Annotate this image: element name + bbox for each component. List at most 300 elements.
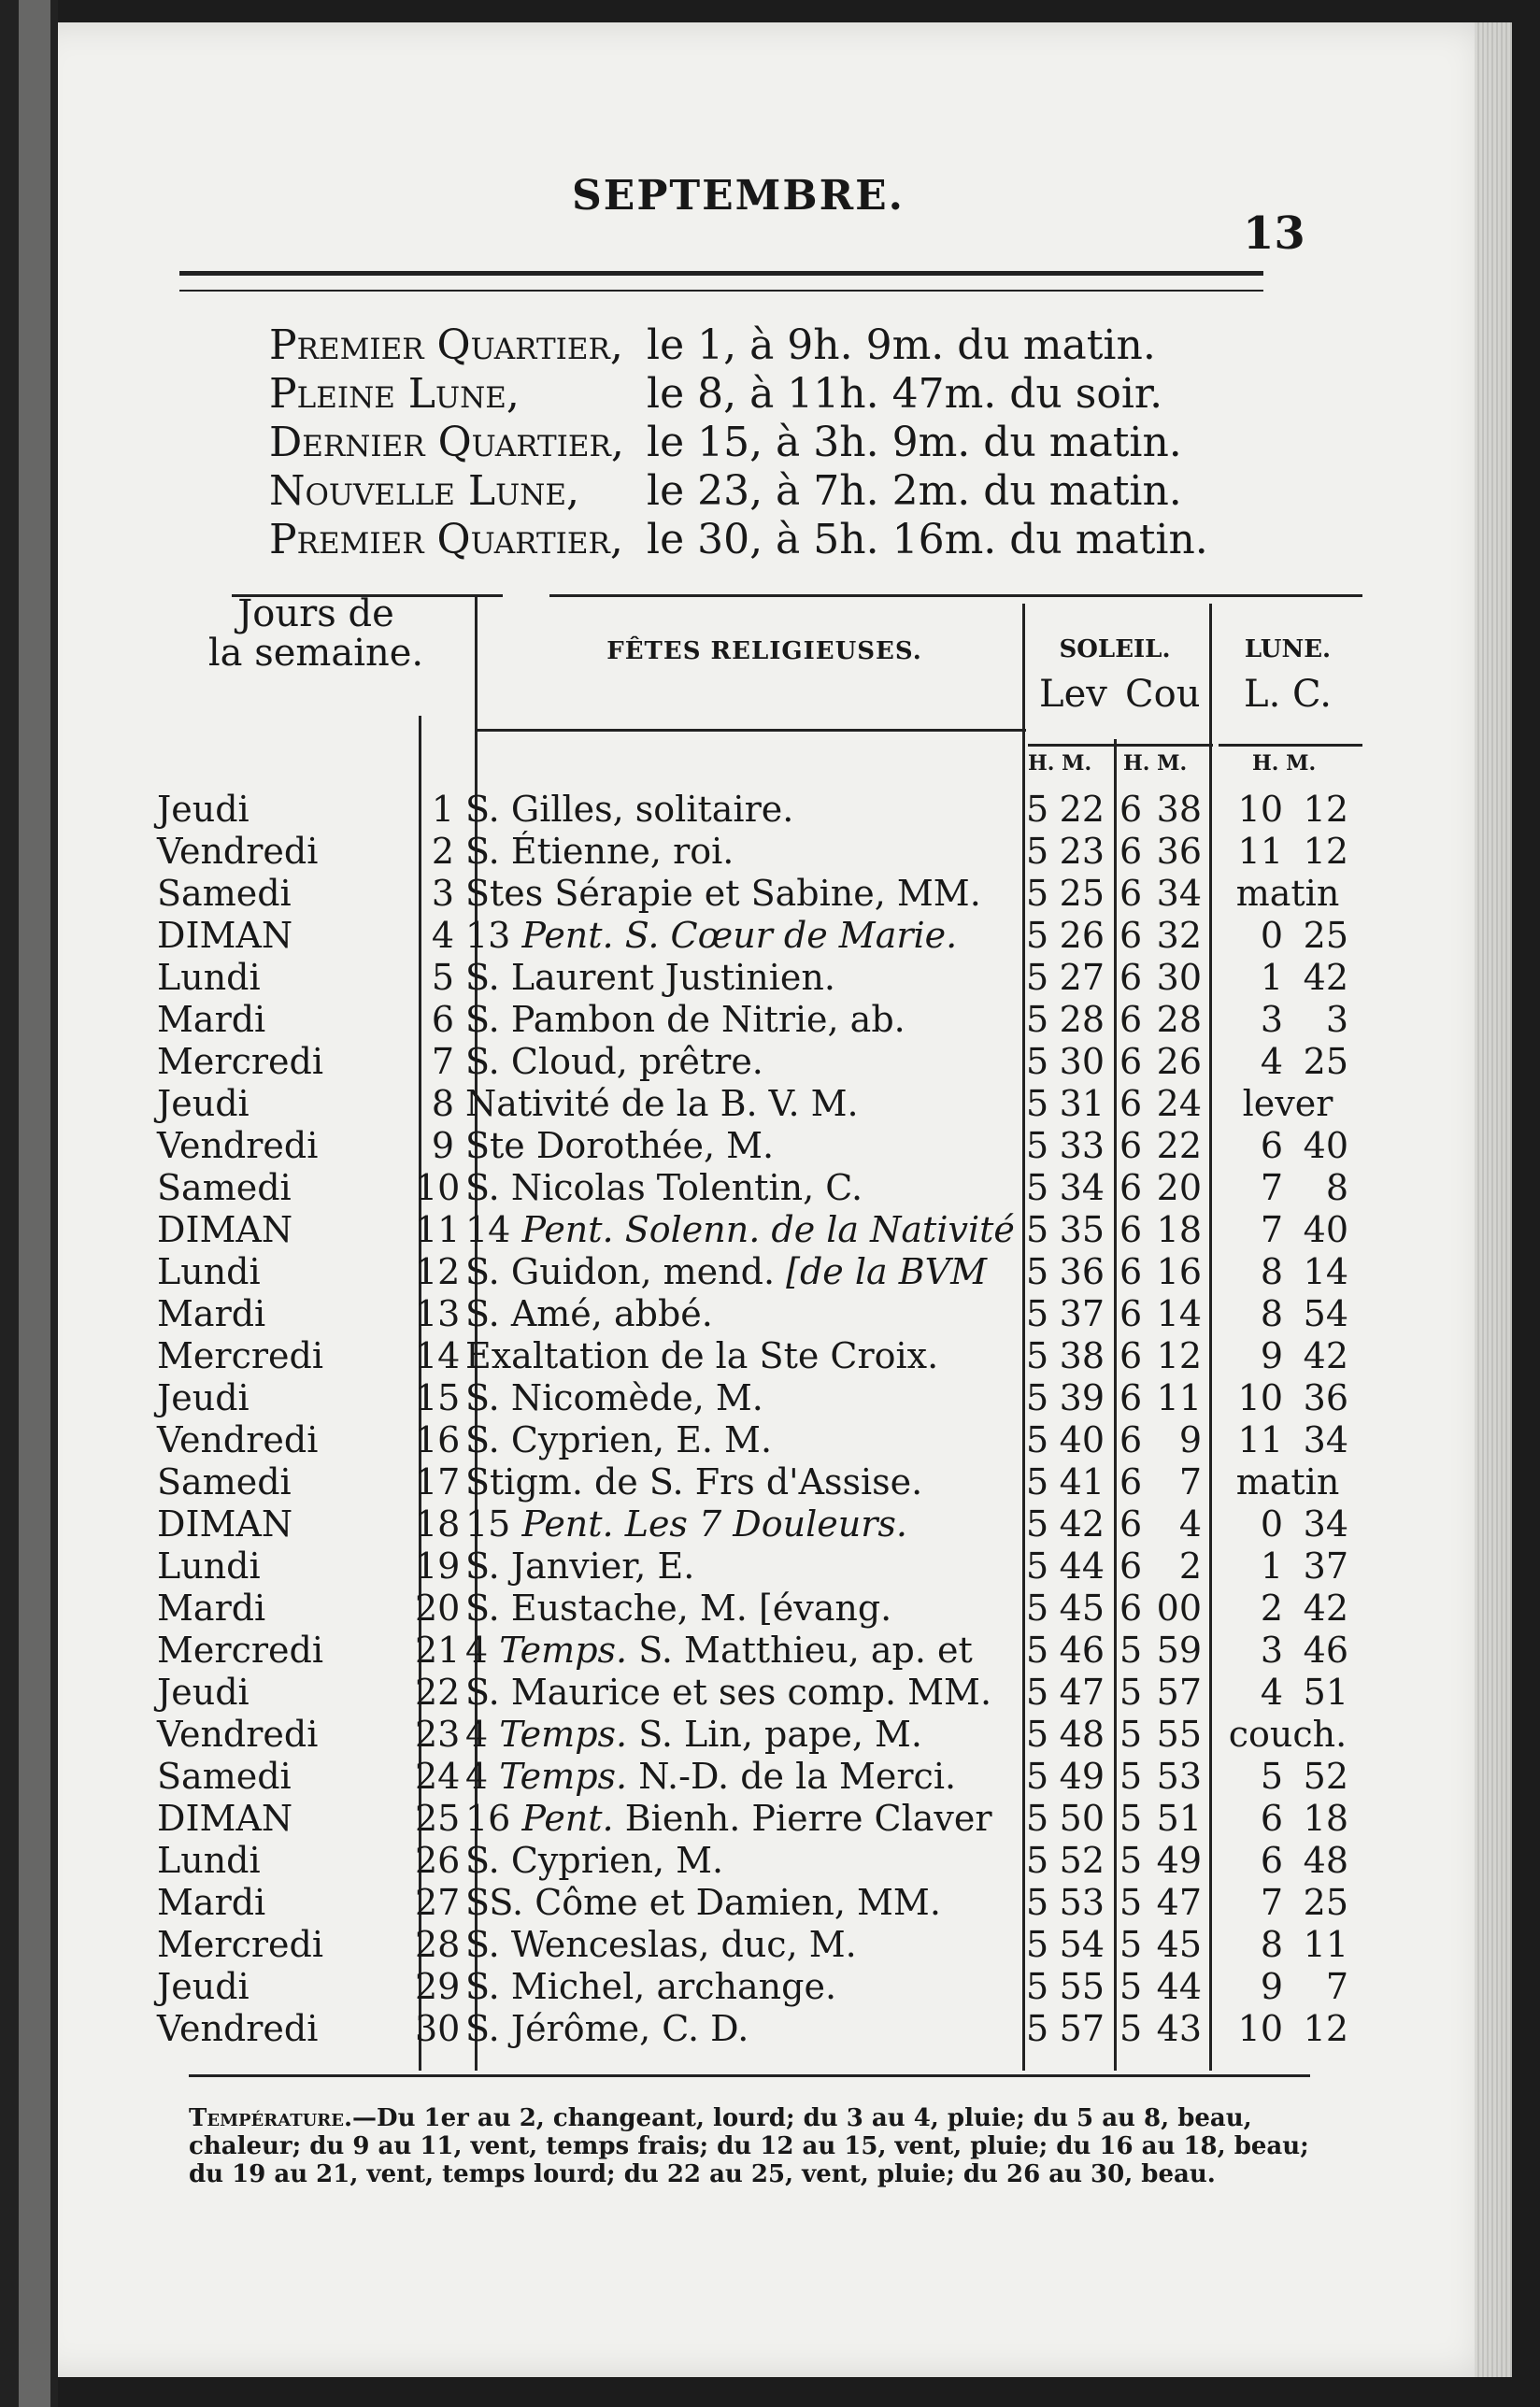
feast-name <box>465 999 1026 1040</box>
sunset-minute: 16 <box>1156 1251 1202 1292</box>
sunset-hour: 6 <box>1119 957 1143 998</box>
sunrise-hour: 5 <box>1026 1251 1049 1292</box>
day-number: 21 <box>415 1630 461 1671</box>
feast-name <box>465 915 1026 956</box>
moon-time-hour: 2 <box>1260 1588 1283 1629</box>
sunrise-minute: 55 <box>1059 1966 1105 2007</box>
moon-phase-name: Nouvelle Lune, <box>269 467 579 515</box>
feast-name <box>465 1714 1026 1755</box>
moon-phase-line <box>269 370 1208 419</box>
feast-text-rest: S. Lin, pape, M. <box>638 1714 922 1755</box>
sunset-hour: 5 <box>1119 2008 1143 2049</box>
feast-name <box>465 789 1026 830</box>
moon-time-minute: 37 <box>1303 1545 1348 1587</box>
sunset-minute: 12 <box>1156 1335 1202 1376</box>
day-name: Jeudi <box>157 1083 250 1124</box>
day-number: 19 <box>415 1545 461 1587</box>
feast-text: Exaltation de la Ste Croix. <box>465 1335 939 1376</box>
calendar-table <box>157 594 1362 2080</box>
moon-time <box>1213 831 1362 872</box>
day-number: 17 <box>415 1461 461 1503</box>
table-row <box>157 1251 1362 1293</box>
moon-time <box>1213 1293 1362 1334</box>
moon-time <box>1213 999 1362 1040</box>
sunset-minute: 7 <box>1178 1461 1202 1503</box>
table-row <box>157 831 1362 873</box>
sunrise-hour: 5 <box>1026 1545 1049 1587</box>
feast-text-rest: Bienh. Pierre Claver <box>624 1798 992 1839</box>
feast-name <box>465 1966 1026 2007</box>
temperature-text: —Du 1er au 2, changeant, lourd; du 3 au 4, pluie; du 5 au 8, beau, chaleur; du 9 au 11, vent, temps frais; du 12 au 15, vent, pluie; du 16 au 18, beau; du 19 au 21, vent, temps lourd; du 22 au 25, vent, pluie; du 26 au 30, beau. <box>189 2104 1309 2188</box>
moon-time <box>1213 1630 1362 1671</box>
day-name: Jeudi <box>157 1377 250 1418</box>
moon-time-minute: 48 <box>1303 1840 1348 1881</box>
sunrise-minute: 49 <box>1059 1756 1105 1797</box>
moon-time <box>1213 1335 1362 1376</box>
sunrise-hour: 5 <box>1026 1377 1049 1418</box>
day-number: 23 <box>415 1714 461 1755</box>
moon-phase-line <box>269 467 1208 516</box>
moon-time <box>1213 1461 1362 1503</box>
table-row <box>157 789 1362 831</box>
table-row <box>157 1083 1362 1125</box>
moon-time-hour: 8 <box>1260 1924 1283 1965</box>
sunrise-hour: 5 <box>1026 915 1049 956</box>
sunrise-minute: 31 <box>1059 1083 1105 1124</box>
feast-text: S. Guidon, mend. <box>465 1251 776 1292</box>
sunset-minute: 4 <box>1178 1503 1202 1545</box>
day-number: 11 <box>415 1209 461 1250</box>
day-number: 4 <box>431 915 454 956</box>
day-name: Vendredi <box>157 1714 319 1755</box>
feast-name <box>465 1377 1026 1418</box>
temperature-label: Température. <box>189 2104 353 2132</box>
sunrise-minute: 23 <box>1059 831 1105 872</box>
sunset-hour: 6 <box>1119 999 1143 1040</box>
sunset-hour: 5 <box>1119 1924 1143 1965</box>
sunrise-hour: 5 <box>1026 1461 1049 1503</box>
sunset-hour: 5 <box>1119 1756 1143 1797</box>
sunset-minute: 44 <box>1156 1966 1202 2007</box>
sunrise-hour: 5 <box>1026 1672 1049 1713</box>
sunrise-minute: 45 <box>1059 1588 1105 1629</box>
sunset-hour: 6 <box>1119 1335 1143 1376</box>
moon-time-minute: 42 <box>1303 957 1348 998</box>
feast-text: S. Maurice et ses comp. MM. <box>465 1672 992 1713</box>
sunset-hour: 6 <box>1119 1377 1143 1418</box>
table-row <box>157 1924 1362 1966</box>
moon-time-minute: 42 <box>1303 1588 1348 1629</box>
table-row <box>157 2008 1362 2050</box>
moon-time-hour: 10 <box>1237 1377 1283 1418</box>
soleil-header-rule <box>1028 744 1213 747</box>
sunset-hour: 6 <box>1119 831 1143 872</box>
feast-name <box>465 1167 1026 1208</box>
day-number: 24 <box>415 1756 461 1797</box>
day-number: 25 <box>415 1798 461 1839</box>
moon-time <box>1213 2008 1362 2049</box>
feast-text: S. Eustache, M. [évang. <box>465 1588 892 1629</box>
sunrise-hour: 5 <box>1026 831 1049 872</box>
day-name: Lundi <box>157 1251 261 1292</box>
fetes-header-rule <box>475 729 1026 732</box>
table-row <box>157 1966 1362 2008</box>
moon-time <box>1213 1756 1362 1797</box>
day-name: Mardi <box>157 1293 266 1334</box>
feast-text: S. Cyprien, M. <box>465 1840 724 1881</box>
sunset-minute: 45 <box>1156 1924 1202 1965</box>
feast-name <box>465 1672 1026 1713</box>
sunset-hour: 5 <box>1119 1966 1143 2007</box>
day-name: Vendredi <box>157 2008 319 2049</box>
moon-time-text: matin <box>1235 1461 1340 1503</box>
feast-name <box>465 1756 1026 1797</box>
moon-time <box>1213 873 1362 914</box>
moon-time-hour: 1 <box>1260 957 1283 998</box>
moon-time-text: matin <box>1235 873 1340 914</box>
moon-time <box>1213 1966 1362 2007</box>
day-name: Vendredi <box>157 1125 319 1166</box>
sunset-hour: 5 <box>1119 1630 1143 1671</box>
sunrise-hour: 5 <box>1026 1419 1049 1460</box>
feast-text: Nativité de la B. V. M. <box>465 1083 859 1124</box>
moon-time-hour: 10 <box>1237 2008 1283 2049</box>
moon-time-minute: 36 <box>1303 1377 1348 1418</box>
sunset-minute: 24 <box>1156 1083 1202 1124</box>
day-number: 12 <box>415 1251 461 1292</box>
moon-time-minute: 7 <box>1325 1966 1348 2007</box>
feast-pentecost-number: 4 <box>465 1630 489 1671</box>
feast-text: S. Gilles, solitaire. <box>465 789 794 830</box>
table-row <box>157 1041 1362 1083</box>
feast-text: S. Jérôme, C. D. <box>465 2008 749 2049</box>
sunrise-hour: 5 <box>1026 1798 1049 1839</box>
moon-phase-name: Premier Quartier, <box>269 516 623 563</box>
moon-time-minute: 52 <box>1303 1756 1348 1797</box>
moon-phase-line <box>269 516 1208 564</box>
moon-phase-detail: le 8, à 11h. 47m. du soir. <box>647 370 1163 418</box>
header-lune: LUNE. <box>1244 635 1332 663</box>
day-number: 20 <box>415 1588 461 1629</box>
lune-header-rule <box>1219 744 1362 747</box>
moon-time-hour: 8 <box>1260 1251 1283 1292</box>
feast-name <box>465 1083 1026 1124</box>
sunrise-hour: 5 <box>1026 1882 1049 1923</box>
feast-italic: Pent. S. Cœur de Marie. <box>521 915 958 956</box>
moon-time <box>1213 1588 1362 1629</box>
sunset-minute: 53 <box>1156 1756 1202 1797</box>
sunset-hour: 6 <box>1119 1251 1143 1292</box>
table-row <box>157 1335 1362 1377</box>
feast-name <box>465 1503 1026 1545</box>
sunrise-hour: 5 <box>1026 1924 1049 1965</box>
sunset-hour: 6 <box>1119 1588 1143 1629</box>
moon-time-minute: 3 <box>1325 999 1348 1040</box>
month-title: SEPTEMBRE. <box>572 172 905 220</box>
moon-time-hour: 10 <box>1237 789 1283 830</box>
header-days-line2: la semaine. <box>207 632 424 675</box>
day-number: 5 <box>431 957 454 998</box>
table-top-rule-right <box>549 594 1362 597</box>
moon-time-minute: 12 <box>1303 831 1348 872</box>
feast-text: S. Michel, archange. <box>465 1966 837 2007</box>
sunrise-minute: 37 <box>1059 1293 1105 1334</box>
sunset-hour: 6 <box>1119 1041 1143 1082</box>
sunrise-hour: 5 <box>1026 1588 1049 1629</box>
sunrise-minute: 34 <box>1059 1167 1105 1208</box>
moon-time-hour: 8 <box>1260 1293 1283 1334</box>
page-edge-shading <box>1475 22 1512 2377</box>
sunrise-minute: 47 <box>1059 1672 1105 1713</box>
feast-text: S. Étienne, roi. <box>465 831 734 872</box>
sunrise-hour: 5 <box>1026 999 1049 1040</box>
day-name: Lundi <box>157 1545 261 1587</box>
feast-name <box>465 1630 1026 1671</box>
table-row <box>157 1503 1362 1545</box>
feast-name <box>465 1545 1026 1587</box>
sunset-minute: 59 <box>1156 1630 1202 1671</box>
table-row <box>157 1672 1362 1714</box>
moon-time-minute: 42 <box>1303 1335 1348 1376</box>
day-name: Mardi <box>157 1588 266 1629</box>
sunset-hour: 5 <box>1119 1714 1143 1755</box>
moon-time <box>1213 1714 1362 1755</box>
moon-time <box>1213 1041 1362 1082</box>
sunrise-hour: 5 <box>1026 1840 1049 1881</box>
moon-time-minute: 40 <box>1303 1209 1348 1250</box>
feast-name <box>465 1251 1026 1292</box>
table-row <box>157 957 1362 999</box>
footer-rule <box>189 2074 1310 2077</box>
moon-phase-name: Pleine Lune, <box>269 370 520 418</box>
moon-time-minute: 25 <box>1303 1882 1348 1923</box>
moon-time-hour: 9 <box>1260 1335 1283 1376</box>
moon-phase-detail: le 30, à 5h. 16m. du matin. <box>647 516 1208 563</box>
feast-name <box>465 1840 1026 1881</box>
day-name: DIMAN <box>157 1209 293 1250</box>
day-name: DIMAN <box>157 915 293 956</box>
sunset-minute: 00 <box>1156 1588 1202 1629</box>
sunset-hour: 5 <box>1119 1882 1143 1923</box>
moon-time-hour: 6 <box>1260 1125 1283 1166</box>
moon-time-minute: 25 <box>1303 915 1348 956</box>
day-name: DIMAN <box>157 1798 293 1839</box>
day-number: 3 <box>431 873 454 914</box>
sunset-hour: 6 <box>1119 915 1143 956</box>
table-row <box>157 1461 1362 1503</box>
feast-pentecost-number: 13 <box>465 915 511 956</box>
sunset-hour: 5 <box>1119 1672 1143 1713</box>
day-number: 27 <box>415 1882 461 1923</box>
table-row <box>157 1293 1362 1335</box>
moon-time <box>1213 1167 1362 1208</box>
table-row <box>157 1588 1362 1630</box>
moon-time-minute: 25 <box>1303 1041 1348 1082</box>
sunrise-minute: 35 <box>1059 1209 1105 1250</box>
moon-time <box>1213 1125 1362 1166</box>
sunrise-minute: 52 <box>1059 1840 1105 1881</box>
sunrise-minute: 26 <box>1059 915 1105 956</box>
feast-name <box>465 1882 1026 1923</box>
moon-phase-detail: le 23, à 7h. 2m. du matin. <box>647 467 1182 515</box>
header-rule-thin <box>179 290 1263 292</box>
moon-phase-line <box>269 419 1208 467</box>
moon-time-hour: 4 <box>1260 1041 1283 1082</box>
sunrise-minute: 48 <box>1059 1714 1105 1755</box>
sunset-minute: 9 <box>1178 1419 1202 1460</box>
sunrise-hour: 5 <box>1026 1125 1049 1166</box>
subheader-lune-hm: H. M. <box>1252 751 1317 776</box>
feast-pentecost-number: 15 <box>465 1503 511 1545</box>
day-number: 2 <box>431 831 454 872</box>
table-row <box>157 1630 1362 1672</box>
sunset-minute: 28 <box>1156 999 1202 1040</box>
table-row <box>157 999 1362 1041</box>
moon-phase-line <box>269 321 1208 370</box>
table-row <box>157 1714 1362 1756</box>
table-row <box>157 1419 1362 1461</box>
sunset-minute: 20 <box>1156 1167 1202 1208</box>
moon-time-hour: 7 <box>1260 1209 1283 1250</box>
sunset-minute: 2 <box>1178 1545 1202 1587</box>
feast-text: S. Laurent Justinien. <box>465 957 835 998</box>
calendar-rows <box>157 789 1362 2050</box>
day-number: 15 <box>415 1377 461 1418</box>
feast-name <box>465 957 1026 998</box>
moon-time-minute: 51 <box>1303 1672 1348 1713</box>
day-name: Jeudi <box>157 1672 250 1713</box>
feast-text: S. Nicolas Tolentin, C. <box>465 1167 863 1208</box>
sunrise-hour: 5 <box>1026 1335 1049 1376</box>
moon-time-hour: 1 <box>1260 1545 1283 1587</box>
header-soleil: SOLEIL. <box>1059 635 1171 663</box>
sunset-minute: 55 <box>1156 1714 1202 1755</box>
day-number: 6 <box>431 999 454 1040</box>
moon-time-minute: 11 <box>1303 1924 1348 1965</box>
sunrise-minute: 22 <box>1059 789 1105 830</box>
day-number: 7 <box>431 1041 454 1082</box>
sunset-minute: 47 <box>1156 1882 1202 1923</box>
feast-text: Stigm. de S. Frs d'Assise. <box>465 1461 923 1503</box>
sunset-hour: 6 <box>1119 1209 1143 1250</box>
sunrise-minute: 33 <box>1059 1125 1105 1166</box>
moon-time-hour: 5 <box>1260 1756 1283 1797</box>
day-name: Mercredi <box>157 1041 323 1082</box>
table-row <box>157 1882 1362 1924</box>
sunrise-hour: 5 <box>1026 1630 1049 1671</box>
sunrise-minute: 25 <box>1059 873 1105 914</box>
sunset-minute: 34 <box>1156 873 1202 914</box>
day-name: Mercredi <box>157 1630 323 1671</box>
sunrise-hour: 5 <box>1026 1041 1049 1082</box>
sunrise-hour: 5 <box>1026 2008 1049 2049</box>
moon-time <box>1213 1798 1362 1839</box>
moon-time-hour: 4 <box>1260 1672 1283 1713</box>
feast-text: S. Janvier, E. <box>465 1545 695 1587</box>
feast-italic: Temps. <box>499 1756 628 1797</box>
sunrise-minute: 40 <box>1059 1419 1105 1460</box>
table-row <box>157 1798 1362 1840</box>
sunrise-minute: 39 <box>1059 1377 1105 1418</box>
sunrise-hour: 5 <box>1026 1167 1049 1208</box>
moon-time <box>1213 1503 1362 1545</box>
sunrise-hour: 5 <box>1026 789 1049 830</box>
day-number: 8 <box>431 1083 454 1124</box>
day-number: 22 <box>415 1672 461 1713</box>
sunrise-minute: 36 <box>1059 1251 1105 1292</box>
sunrise-hour: 5 <box>1026 1756 1049 1797</box>
moon-phase-name: Dernier Quartier, <box>269 419 624 466</box>
sunrise-hour: 5 <box>1026 1503 1049 1545</box>
day-name: Lundi <box>157 957 261 998</box>
moon-time-minute: 46 <box>1303 1630 1348 1671</box>
sunrise-minute: 27 <box>1059 957 1105 998</box>
feast-name <box>465 1293 1026 1334</box>
table-row <box>157 1125 1362 1167</box>
moon-time-text: couch. <box>1228 1714 1348 1755</box>
moon-time-minute: 12 <box>1303 2008 1348 2049</box>
moon-time-text: lever <box>1242 1083 1333 1124</box>
subheader-lev-hm: H. M. <box>1028 751 1092 776</box>
moon-time-minute: 34 <box>1303 1503 1348 1545</box>
feast-name <box>465 1798 1026 1839</box>
sunset-minute: 26 <box>1156 1041 1202 1082</box>
day-number: 16 <box>415 1419 461 1460</box>
sunset-hour: 5 <box>1119 1840 1143 1881</box>
table-row <box>157 1377 1362 1419</box>
day-name: Jeudi <box>157 1966 250 2007</box>
sunrise-minute: 50 <box>1059 1798 1105 1839</box>
feast-italic: Temps. <box>499 1630 628 1671</box>
moon-time <box>1213 915 1362 956</box>
feast-italic-tail: [de la BVM <box>786 1251 988 1292</box>
moon-time-hour: 9 <box>1260 1966 1283 2007</box>
moon-time <box>1213 1209 1362 1250</box>
sunrise-minute: 53 <box>1059 1882 1105 1923</box>
feast-pentecost-number: 16 <box>465 1798 511 1839</box>
sunrise-hour: 5 <box>1026 1966 1049 2007</box>
day-number: 13 <box>415 1293 461 1334</box>
sunset-minute: 36 <box>1156 831 1202 872</box>
day-name: Mardi <box>157 999 266 1040</box>
sunset-minute: 38 <box>1156 789 1202 830</box>
sunrise-minute: 44 <box>1059 1545 1105 1587</box>
feast-name <box>465 1041 1026 1082</box>
day-name: DIMAN <box>157 1503 293 1545</box>
feast-name <box>465 1419 1026 1460</box>
moon-time-hour: 7 <box>1260 1882 1283 1923</box>
header-days-line1: Jours de <box>237 592 394 635</box>
feast-text-rest: N.-D. de la Merci. <box>638 1756 957 1797</box>
header-soleil-cou: Cou <box>1125 673 1201 716</box>
day-number: 18 <box>415 1503 461 1545</box>
moon-time <box>1213 1672 1362 1713</box>
feast-text: S. Cyprien, E. M. <box>465 1419 773 1460</box>
moon-time-hour: 6 <box>1260 1840 1283 1881</box>
feast-name <box>465 1924 1026 1965</box>
day-name: Lundi <box>157 1840 261 1881</box>
feast-name <box>465 2008 1026 2049</box>
feast-pentecost-number: 4 <box>465 1756 489 1797</box>
day-number: 9 <box>431 1125 454 1166</box>
feast-name <box>465 1209 1026 1250</box>
sunrise-minute: 30 <box>1059 1041 1105 1082</box>
feast-name <box>465 1335 1026 1376</box>
moon-time <box>1213 1083 1362 1124</box>
header-fetes: FÊTES RELIGIEUSES. <box>606 637 922 665</box>
day-name: Mercredi <box>157 1335 323 1376</box>
sunrise-minute: 46 <box>1059 1630 1105 1671</box>
